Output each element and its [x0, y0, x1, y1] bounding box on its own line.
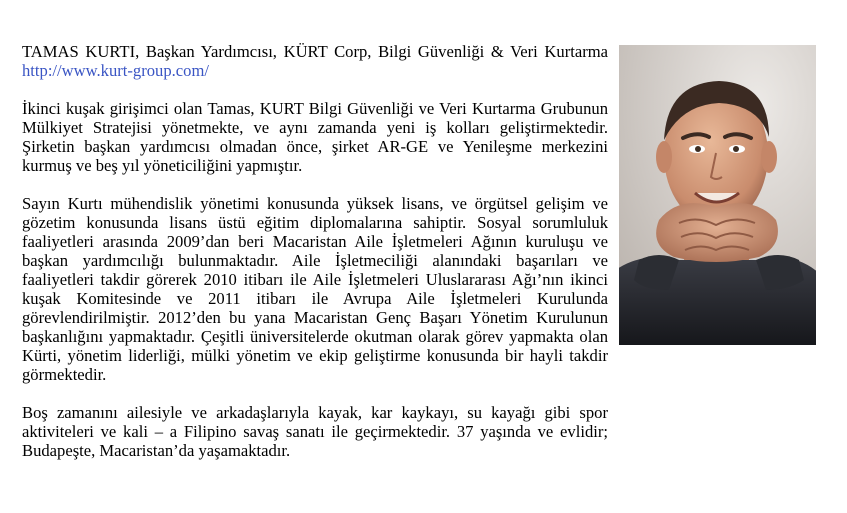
website-link[interactable]: http://www.kurt-group.com/ — [22, 61, 209, 80]
bio-paragraph-2: Sayın Kurtı mühendislik yönetimi konusunda yüksek lisans, ve örgütsel gelişim ve gözetim konusunda lisans üstü eğitim diplomalarına sahiptir. Sosyal sorumluluk faaliyetleri arasında 2009’dan beri Macaristan Aile İşletmeleri Ağının kuruluşu ve başkan yardımcılığı bulunmaktadır. Aile İşletmeciliği alanındaki başarıları ve faaliyetleri takdir görerek 2010 itibarı ile Aile İşletmeleri Uluslararası Ağı’nın ikinci kuşak Komitesinde ve 2011 itibarı ile Avrupa Aile İşletmeleri Kurulunda görevlendirilmiştir. 2012’den bu yana Macaristan Genç Başarı Yönetim Kurulunun başkanlığını yapmaktadır. Çeşitli üniversitelerde okutman olarak görev yapmakta olan Kürti, yönetim liderliği, mülki yönetim ve ekip geliştirme konusunda bir hayli takdir görmektedir. — [22, 194, 608, 384]
bio-paragraph-1: İkinci kuşak girişimci olan Tamas, KURT Bilgi Güvenliği ve Veri Kurtarma Grubunun Mülkiyet Stratejisi yönetmekte, ve aynı zamanda yeni iş kolları geliştirmektedir. Şirketin başkan yardımcısı olmadan önce, şirket AR-GE ve Yenileşme merkezini kurmuş ve beş yıl yöneticiliğini yapmıştır. — [22, 99, 608, 175]
bio-text — [22, 42, 608, 479]
bio-heading-paragraph — [22, 42, 608, 80]
portrait-photo — [619, 45, 816, 345]
bio-heading: TAMAS KURTI, Başkan Yardımcısı, KÜRT Corp, Bilgi Güvenliği & Veri Kurtarma — [22, 42, 608, 61]
bio-paragraph-3: Boş zamanını ailesiyle ve arkadaşlarıyla kayak, kar kaykayı, su kayağı gibi spor aktiviteleri ve kali – a Filipino savaş sanatı ile geçirmektedir. 37 yaşında ve evlidir; Budapeşte, Macaristan’da yaşamaktadır. — [22, 403, 608, 460]
portrait-illustration — [619, 45, 816, 345]
